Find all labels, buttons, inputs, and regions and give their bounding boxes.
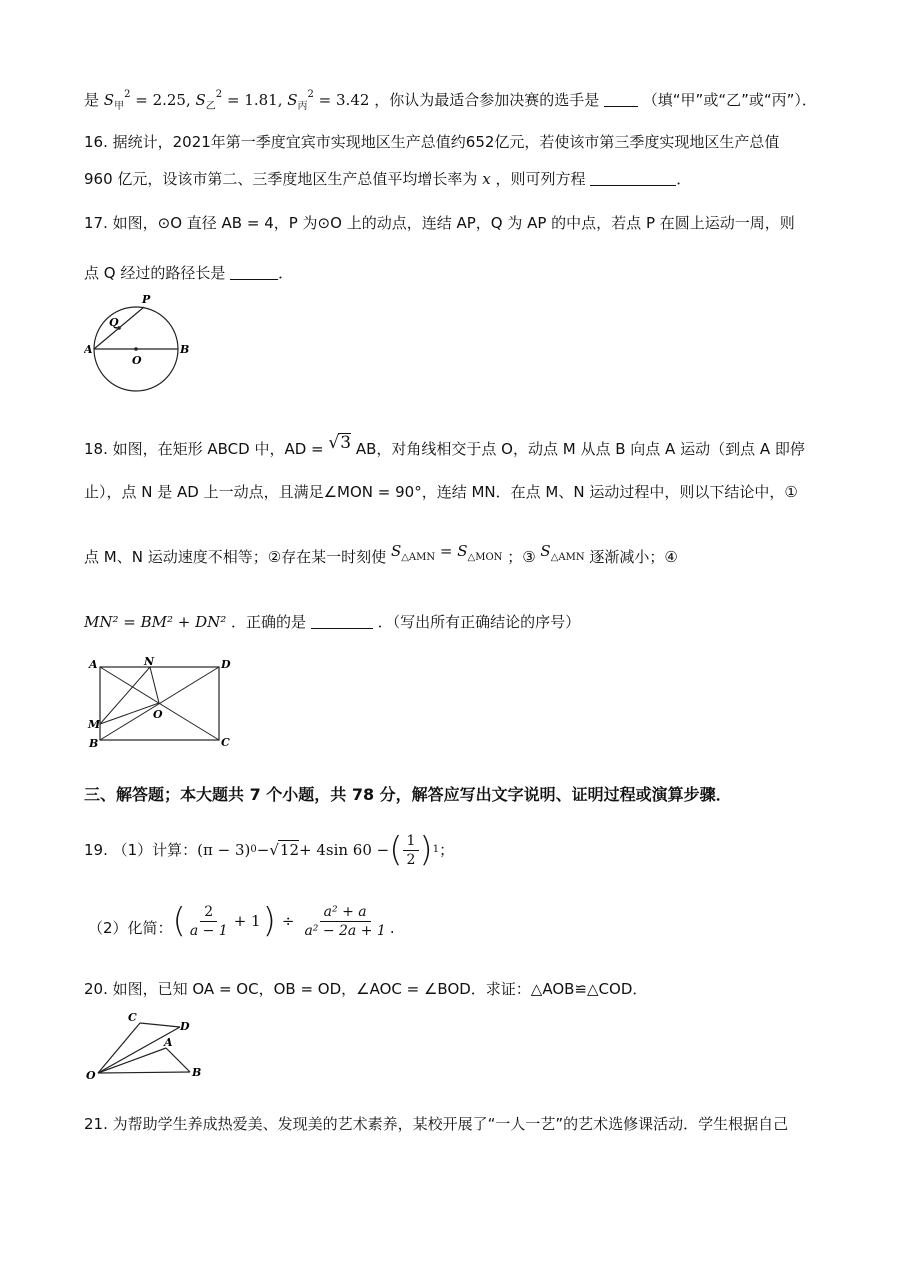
q19-part1: 19. （1）计算： (π − 3) 0 − √12 + 4sin 60 − ( $\frac{1}{2}$ ) 1 ；: [84, 830, 455, 870]
q16-answer-blank: [590, 171, 676, 186]
q18-line3: 点 M、N 运动速度不相等；②存在某一时刻使 $S_{\triangle AMN} = S_{\triangle MON}$ ；③ $S_{\triangle AMN}$ 逐渐减小；④: [84, 542, 678, 566]
label-c: C: [221, 736, 230, 749]
q16-line2: 960 亿元，设该市第二、三季度地区生产总值平均增长率为 x ，则可列方程 ．: [84, 170, 692, 188]
label-p: P: [142, 293, 151, 306]
label-b: B: [180, 343, 190, 356]
label-n: N: [144, 656, 155, 668]
point-o: [134, 347, 138, 351]
label-a: A: [89, 658, 98, 671]
q15-line: [84, 84, 817, 118]
label-o: O: [153, 708, 163, 721]
q16-line1: 16. 据统计，2021年第一季度宜宾市实现地区生产总值约652亿元，若使该市第三季度实现地区生产总值: [84, 133, 780, 151]
q19-fraction-1: $\frac{2}{a - 1}$: [189, 903, 228, 939]
label-o: O: [132, 354, 142, 367]
q20-line: 20. 如图，已知 OA = OC，OB = OD，∠AOC = ∠BOD．求证：△AOB≌△COD．: [84, 980, 648, 998]
label-d: D: [221, 658, 231, 671]
q15-formula: $S_甲^2 = 2.25$, $S_乙^2 = 1.81$, $S_丙^2 = 3.42$: [103, 89, 370, 112]
label-c: C: [128, 1011, 137, 1024]
q15-answer-blank: [604, 92, 638, 107]
q17-line1: 17. 如图，⊙O 直径 AB = 4，P 为⊙O 上的动点，连结 AP，Q 为 AP 的中点，若点 P 在圆上运动一周，则: [84, 214, 795, 232]
seg-cd: [140, 1023, 180, 1027]
q18-answer-blank: [311, 614, 373, 629]
q19-part2: （2）化简： ( $\frac{2}{a - 1}$ + 1 ) ÷ $\frac{\text{a² + a}}{\text{a² − 2a + 1}}$ .: [88, 901, 395, 941]
q20-triangle-figure: [84, 1010, 209, 1082]
q15-text: ，你认为最适合参加决赛的选手是: [374, 91, 600, 109]
label-a: A: [84, 343, 93, 356]
seg-ob: [98, 1072, 190, 1073]
label-o: O: [86, 1069, 96, 1082]
label-d: D: [180, 1020, 190, 1033]
label-q: Q: [109, 316, 119, 329]
section3-heading: 三、解答题；本大题共 7 个小题，共 78 分，解答应写出文字说明、证明过程或演算步骤．: [84, 785, 732, 804]
label-b: B: [89, 737, 99, 750]
seg-on: [150, 667, 159, 703]
q17-line2: 点 Q 经过的路径长是 ．: [84, 264, 294, 282]
label-m: M: [88, 718, 101, 731]
q17-answer-blank: [230, 265, 278, 280]
q18-rectangle-figure: [86, 656, 236, 752]
q19-fraction: $\frac{1}{2}$: [403, 832, 420, 869]
q18-line1: 18. 如图，在矩形 ABCD 中，AD = √3 AB，对角线相交于点 O，动点 M 从点 B 向点 A 运动（到点 A 即停: [84, 433, 805, 458]
q17-circle-figure: [84, 292, 194, 400]
seg-ab: [166, 1048, 190, 1072]
q15-prefix: 是: [84, 91, 100, 109]
q18-line4: MN² = BM² + DN² ．正确的是 ．（写出所有正确结论的序号）: [84, 613, 581, 631]
q21-line: 21. 为帮助学生养成热爱美、发现美的艺术素养，某校开展了“一人一艺”的艺术选修课活动．学生根据自己: [84, 1115, 789, 1133]
q15-tail: （填“甲”或“乙”或“丙”）．: [642, 91, 817, 109]
label-b: B: [192, 1066, 202, 1079]
q18-line2: 止），点 N 是 AD 上一动点，且满足∠MON = 90°，连结 MN．在点 M、N 运动过程中，则以下结论中，①: [84, 483, 798, 501]
q19-fraction-2: $\frac{\text{a² + a}}{\text{a² − 2a + 1}}$: [304, 903, 386, 939]
label-a: A: [164, 1036, 173, 1049]
